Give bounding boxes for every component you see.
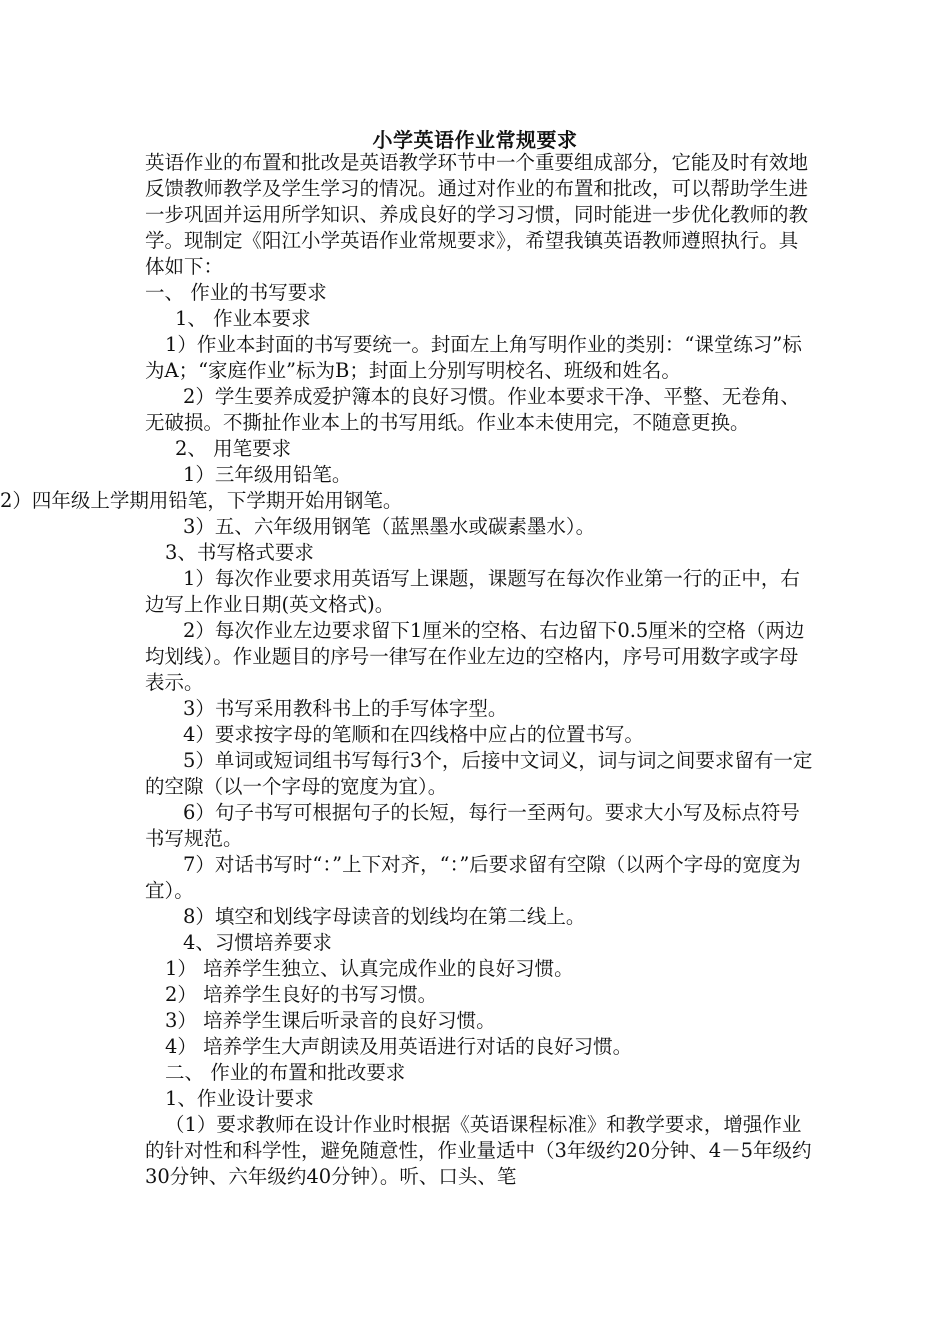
paragraph-format-5: 5）单词或短词组书写每行3个，后接中文词义，词与词之间要求留有一定的空隙（以一个字母的宽度为宜）。	[145, 749, 813, 798]
paragraph-habit-1: 1） 培养学生独立、认真完成作业的良好习惯。	[165, 957, 574, 980]
paragraph-format-4: 4）要求按字母的笔顺和在四线格中应占的位置书写。	[183, 723, 644, 746]
section-heading-2: 二、 作业的布置和批改要求	[165, 1061, 406, 1084]
paragraph-habit-4: 4） 培养学生大声朗读及用英语进行对话的良好习惯。	[165, 1035, 633, 1058]
subsection-heading-1-4: 4、习惯培养要求	[183, 931, 332, 954]
paragraph-design-1: （1）要求教师在设计作业时根据《英语课程标准》和教学要求，增强作业的针对性和科学性，避免随意性，作业量适中（3年级约20分钟、4－5年级约30分钟、六年级约40分钟）。听、口头、笔	[145, 1113, 812, 1188]
paragraph-pen-grade4: 2）四年级上学期用铅笔，下学期开始用钢笔。	[0, 489, 403, 512]
section-heading-1: 一、 作业的书写要求	[145, 281, 327, 304]
paragraph-format-1: 1）每次作业要求用英语写上课题，课题写在每次作业第一行的正中，右边写上作业日期(英文格式)。	[145, 567, 800, 616]
subsection-heading-1-3: 3、书写格式要求	[165, 541, 314, 564]
document-body	[0, 150, 813, 1190]
subsection-heading-1-1: 1、 作业本要求	[175, 307, 311, 330]
paragraph-pen-grade3: 1）三年级用铅笔。	[183, 463, 352, 486]
paragraph-format-3: 3）书写采用教科书上的手写体字型。	[183, 697, 508, 720]
paragraph-format-6: 6）句子书写可根据句子的长短，每行一至两句。要求大小写及标点符号书写规范。	[145, 801, 800, 850]
subsection-heading-2-1: 1、作业设计要求	[165, 1087, 314, 1110]
paragraph-habit-3: 3） 培养学生课后听录音的良好习惯。	[165, 1009, 496, 1032]
paragraph-format-2: 2）每次作业左边要求留下1厘米的空格、右边留下0.5厘米的空格（两边均划线）。作业题目的序号一律写在作业左边的空格内，序号可用数字或字母表示。	[145, 619, 805, 694]
paragraph-format-8: 8）填空和划线字母读音的划线均在第二线上。	[183, 905, 586, 928]
intro-paragraph: 英语作业的布置和批改是英语教学环节中一个重要组成部分，它能及时有效地反馈教师教学及学生学习的情况。通过对作业的布置和批改，可以帮助学生进一步巩固并运用所学知识、养成良好的学习习惯，同时能进一步优化教师的教学。现制定《阳江小学英语作业常规要求》，希望我镇英语教师遵照执行。具体如下：	[145, 151, 809, 278]
paragraph-notebook-cover: 1）作业本封面的书写要统一。封面左上角写明作业的类别：“课堂练习”标为A；“家庭作业”标为B；封面上分别写明校名、班级和姓名。	[145, 333, 802, 382]
paragraph-notebook-care: 2）学生要养成爱护簿本的良好习惯。作业本要求干净、平整、无卷角、无破损。不撕扯作业本上的书写用纸。作业本未使用完，不随意更换。	[145, 385, 800, 434]
paragraph-pen-grade5-6: 3）五、六年级用钢笔（蓝黑墨水或碳素墨水）。	[183, 515, 596, 538]
paragraph-format-7: 7）对话书写时“：”上下对齐，“：”后要求留有空隙（以两个字母的宽度为宜）。	[145, 853, 801, 902]
paragraph-habit-2: 2） 培养学生良好的书写习惯。	[165, 983, 438, 1006]
subsection-heading-1-2: 2、 用笔要求	[175, 437, 292, 460]
document-title: 小学英语作业常规要求	[372, 128, 578, 152]
